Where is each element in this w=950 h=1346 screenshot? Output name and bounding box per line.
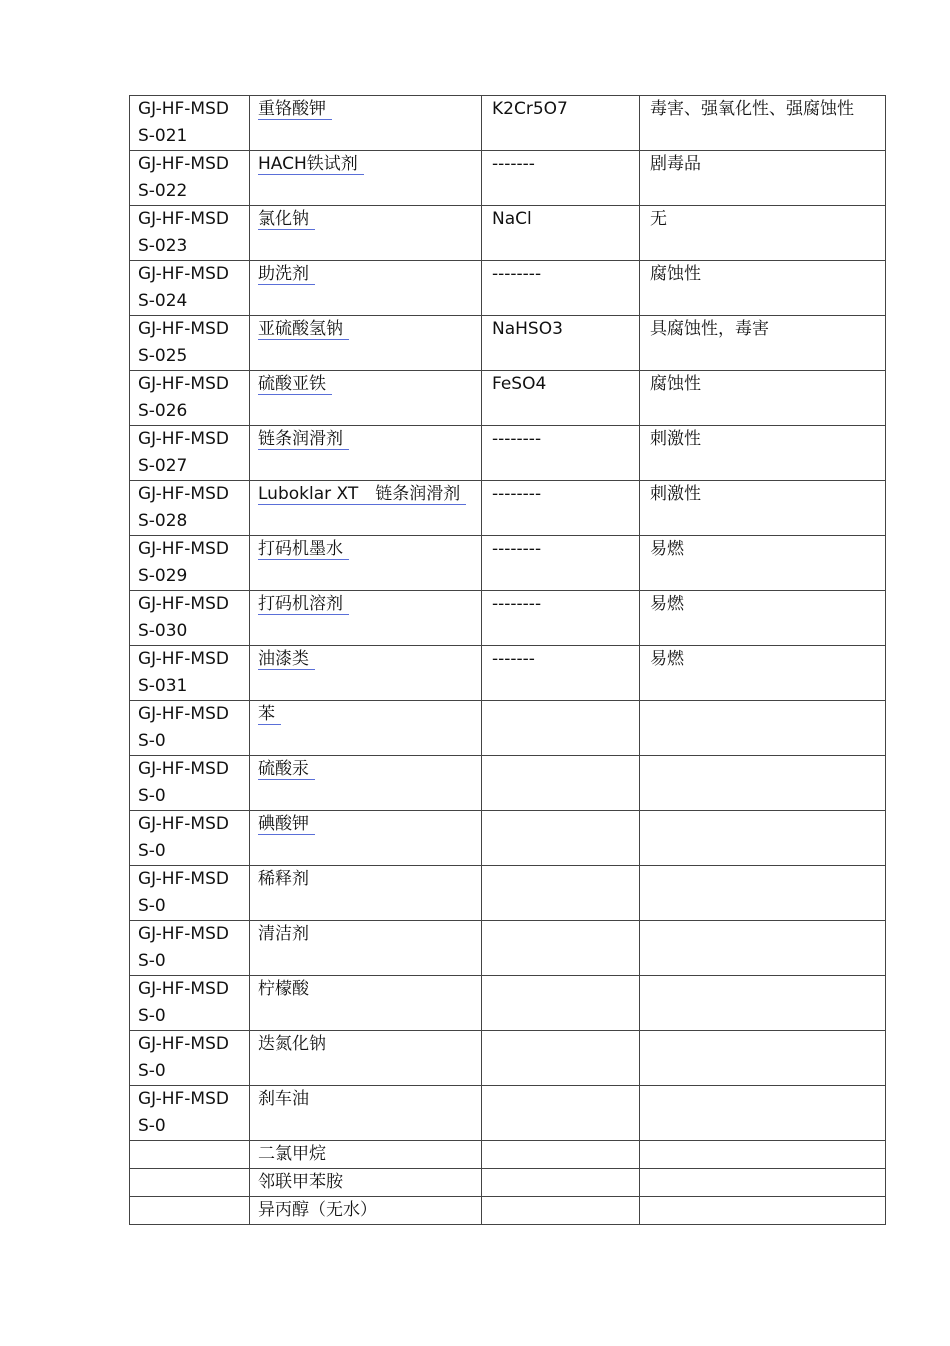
chemical-name-cell: [250, 756, 482, 811]
hazard-cell: [640, 1086, 886, 1141]
msds-code-suffix: S-025: [138, 346, 188, 366]
msds-code-prefix: GJ-HF-MSD: [138, 759, 229, 779]
chemical-name-cell: [250, 316, 482, 371]
hazard-cell: [640, 536, 886, 591]
table-row: [130, 866, 886, 921]
hazard-cell: [640, 316, 886, 371]
msds-code-suffix: S-0: [138, 896, 166, 916]
chemical-name-link[interactable]: 碘酸钾: [258, 814, 315, 835]
msds-code-prefix: GJ-HF-MSD: [138, 209, 229, 229]
hazard-cell: [640, 811, 886, 866]
msds-code-suffix: S-0: [138, 951, 166, 971]
msds-code-prefix: GJ-HF-MSD: [138, 484, 229, 504]
msds-code-suffix: S-031: [138, 676, 188, 696]
hazard-cell: [640, 866, 886, 921]
msds-code-prefix: GJ-HF-MSD: [138, 319, 229, 339]
table-row: [130, 96, 886, 151]
hazard-description: 剧毒品: [650, 154, 701, 174]
hazard-cell: [640, 921, 886, 976]
table-row: [130, 756, 886, 811]
chemical-formula: --------: [492, 484, 542, 504]
msds-code-prefix: GJ-HF-MSD: [138, 374, 229, 394]
hazard-cell: [640, 701, 886, 756]
hazard-cell: [640, 1141, 886, 1169]
chemical-formula: -------: [492, 649, 535, 669]
chemical-name-link[interactable]: 亚硫酸氢钠: [258, 319, 349, 340]
chemical-name-cell: [250, 371, 482, 426]
hazard-cell: [640, 96, 886, 151]
chemical-name: 稀释剂: [258, 869, 309, 889]
chemical-name-link[interactable]: 重铬酸钾: [258, 99, 332, 120]
hazard-cell: [640, 1169, 886, 1197]
table-row: [130, 536, 886, 591]
formula-cell: [482, 261, 640, 316]
table-row: [130, 371, 886, 426]
table-row: [130, 976, 886, 1031]
msds-code-suffix: S-029: [138, 566, 188, 586]
msds-code-prefix: GJ-HF-MSD: [138, 264, 229, 284]
chemical-name-cell: [250, 866, 482, 921]
msds-code-cell: [130, 976, 250, 1031]
chemical-name: 二氯甲烷: [258, 1144, 326, 1164]
chemical-name-cell: [250, 1141, 482, 1169]
msds-code-prefix: GJ-HF-MSD: [138, 814, 229, 834]
hazard-description: 具腐蚀性，毒害: [650, 319, 769, 339]
chemical-name-link[interactable]: HACH铁试剂: [258, 154, 364, 175]
table-row: [130, 591, 886, 646]
chemical-formula: --------: [492, 264, 542, 284]
hazard-description: 易燃: [650, 649, 684, 669]
hazard-cell: [640, 371, 886, 426]
chemical-name-link[interactable]: 打码机溶剂: [258, 594, 349, 615]
table-row: [130, 261, 886, 316]
formula-cell: [482, 536, 640, 591]
formula-cell: [482, 371, 640, 426]
formula-cell: [482, 976, 640, 1031]
formula-cell: [482, 151, 640, 206]
msds-code-cell: [130, 646, 250, 701]
chemical-formula: NaCl: [492, 209, 532, 229]
chemical-formula: --------: [492, 594, 542, 614]
formula-cell: [482, 756, 640, 811]
formula-cell: [482, 1086, 640, 1141]
table-row: [130, 1086, 886, 1141]
chemical-name-link[interactable]: 助洗剂: [258, 264, 315, 285]
msds-code-prefix: GJ-HF-MSD: [138, 99, 229, 119]
msds-code-prefix: GJ-HF-MSD: [138, 1089, 229, 1109]
chemical-name-link[interactable]: 油漆类: [258, 649, 315, 670]
formula-cell: [482, 96, 640, 151]
msds-code-prefix: GJ-HF-MSD: [138, 869, 229, 889]
msds-code-cell: [130, 261, 250, 316]
msds-code-cell: [130, 866, 250, 921]
msds-code-prefix: GJ-HF-MSD: [138, 979, 229, 999]
chemical-name-cell: [250, 921, 482, 976]
chemical-name-cell: [250, 701, 482, 756]
hazard-cell: [640, 206, 886, 261]
hazard-description: 无: [650, 209, 667, 229]
table-row: [130, 151, 886, 206]
msds-code-cell: [130, 591, 250, 646]
formula-cell: [482, 866, 640, 921]
msds-code-cell: [130, 1031, 250, 1086]
msds-code-suffix: S-0: [138, 1061, 166, 1081]
hazard-description: 毒害、强氧化性、强腐蚀性: [650, 99, 854, 119]
chemical-formula: K2Cr5O7: [492, 99, 568, 119]
msds-code-suffix: S-0: [138, 786, 166, 806]
formula-cell: [482, 481, 640, 536]
hazard-cell: [640, 1197, 886, 1225]
chemical-name-cell: [250, 591, 482, 646]
table-row: [130, 316, 886, 371]
chemical-formula: --------: [492, 429, 542, 449]
chemical-name: 刹车油: [258, 1089, 309, 1109]
table-row: [130, 701, 886, 756]
chemical-name-link[interactable]: 链条润滑剂: [258, 429, 349, 450]
msds-code-suffix: S-0: [138, 841, 166, 861]
table-row: [130, 481, 886, 536]
formula-cell: [482, 591, 640, 646]
table-row: [130, 646, 886, 701]
chemical-formula: FeSO4: [492, 374, 547, 394]
msds-code-suffix: S-028: [138, 511, 188, 531]
msds-code-prefix: GJ-HF-MSD: [138, 649, 229, 669]
chemical-name: 异丙醇（无水）: [258, 1200, 377, 1220]
msds-code-suffix: S-023: [138, 236, 188, 256]
formula-cell: [482, 811, 640, 866]
msds-table-body: [130, 96, 886, 1225]
table-row: [130, 206, 886, 261]
chemical-name: 柠檬酸: [258, 979, 309, 999]
formula-cell: [482, 1197, 640, 1225]
chemical-name: 迭氮化钠: [258, 1034, 326, 1054]
msds-code-cell: [130, 921, 250, 976]
chemical-name-link[interactable]: Luboklar XT 链条润滑剂: [258, 484, 466, 505]
table-row: [130, 426, 886, 481]
msds-code-cell: [130, 426, 250, 481]
msds-code-cell: [130, 536, 250, 591]
chemical-name-cell: [250, 261, 482, 316]
msds-code-cell: [130, 1197, 250, 1225]
msds-code-suffix: S-030: [138, 621, 188, 641]
msds-code-prefix: GJ-HF-MSD: [138, 924, 229, 944]
hazard-cell: [640, 426, 886, 481]
msds-code-suffix: S-0: [138, 731, 166, 751]
chemical-name-cell: [250, 646, 482, 701]
hazard-cell: [640, 591, 886, 646]
chemical-name-cell: [250, 976, 482, 1031]
table-row: [130, 1141, 886, 1169]
chemical-name-cell: [250, 206, 482, 261]
chemical-name-link[interactable]: 苯: [258, 704, 281, 725]
chemical-name-link[interactable]: 硫酸亚铁: [258, 374, 332, 395]
msds-code-cell: [130, 1141, 250, 1169]
hazard-description: 易燃: [650, 594, 684, 614]
chemical-formula: -------: [492, 154, 535, 174]
msds-code-cell: [130, 811, 250, 866]
hazard-description: 刺激性: [650, 484, 701, 504]
formula-cell: [482, 206, 640, 261]
msds-code-cell: [130, 371, 250, 426]
msds-code-prefix: GJ-HF-MSD: [138, 429, 229, 449]
formula-cell: [482, 646, 640, 701]
hazard-cell: [640, 976, 886, 1031]
chemical-name-cell: [250, 811, 482, 866]
msds-code-cell: [130, 1086, 250, 1141]
table-row: [130, 811, 886, 866]
formula-cell: [482, 921, 640, 976]
formula-cell: [482, 1031, 640, 1086]
msds-code-suffix: S-022: [138, 181, 188, 201]
hazard-cell: [640, 646, 886, 701]
hazard-cell: [640, 1031, 886, 1086]
msds-code-prefix: GJ-HF-MSD: [138, 594, 229, 614]
table-row: [130, 921, 886, 976]
msds-code-cell: [130, 756, 250, 811]
msds-code-prefix: GJ-HF-MSD: [138, 704, 229, 724]
chemical-name-cell: [250, 536, 482, 591]
msds-code-cell: [130, 701, 250, 756]
msds-code-prefix: GJ-HF-MSD: [138, 154, 229, 174]
msds-code-cell: [130, 151, 250, 206]
hazard-cell: [640, 151, 886, 206]
chemical-name-cell: [250, 426, 482, 481]
formula-cell: [482, 1169, 640, 1197]
msds-code-suffix: S-027: [138, 456, 188, 476]
chemical-name-link[interactable]: 打码机墨水: [258, 539, 349, 560]
table-row: [130, 1031, 886, 1086]
chemical-name-cell: [250, 1086, 482, 1141]
chemical-formula: NaHSO3: [492, 319, 563, 339]
msds-code-suffix: S-024: [138, 291, 188, 311]
msds-code-cell: [130, 316, 250, 371]
msds-code-suffix: S-021: [138, 126, 188, 146]
chemical-formula: --------: [492, 539, 542, 559]
msds-code-suffix: S-0: [138, 1006, 166, 1026]
chemical-name-link[interactable]: 硫酸汞: [258, 759, 315, 780]
msds-table: [129, 95, 886, 1225]
chemical-name-cell: [250, 1031, 482, 1086]
chemical-name: 邻联甲苯胺: [258, 1172, 343, 1192]
hazard-description: 腐蚀性: [650, 374, 701, 394]
msds-code-cell: [130, 206, 250, 261]
hazard-description: 易燃: [650, 539, 684, 559]
table-row: [130, 1197, 886, 1225]
formula-cell: [482, 701, 640, 756]
chemical-name: 清洁剂: [258, 924, 309, 944]
chemical-name-link[interactable]: 氯化钠: [258, 209, 315, 230]
hazard-cell: [640, 481, 886, 536]
msds-code-prefix: GJ-HF-MSD: [138, 539, 229, 559]
hazard-description: 刺激性: [650, 429, 701, 449]
hazard-description: 腐蚀性: [650, 264, 701, 284]
formula-cell: [482, 426, 640, 481]
chemical-name-cell: [250, 1169, 482, 1197]
msds-code-cell: [130, 96, 250, 151]
chemical-name-cell: [250, 1197, 482, 1225]
chemical-name-cell: [250, 96, 482, 151]
msds-code-cell: [130, 481, 250, 536]
msds-code-suffix: S-026: [138, 401, 188, 421]
msds-code-prefix: GJ-HF-MSD: [138, 1034, 229, 1054]
hazard-cell: [640, 756, 886, 811]
msds-code-cell: [130, 1169, 250, 1197]
formula-cell: [482, 1141, 640, 1169]
hazard-cell: [640, 261, 886, 316]
formula-cell: [482, 316, 640, 371]
table-row: [130, 1169, 886, 1197]
msds-code-suffix: S-0: [138, 1116, 166, 1136]
chemical-name-cell: [250, 481, 482, 536]
chemical-name-cell: [250, 151, 482, 206]
